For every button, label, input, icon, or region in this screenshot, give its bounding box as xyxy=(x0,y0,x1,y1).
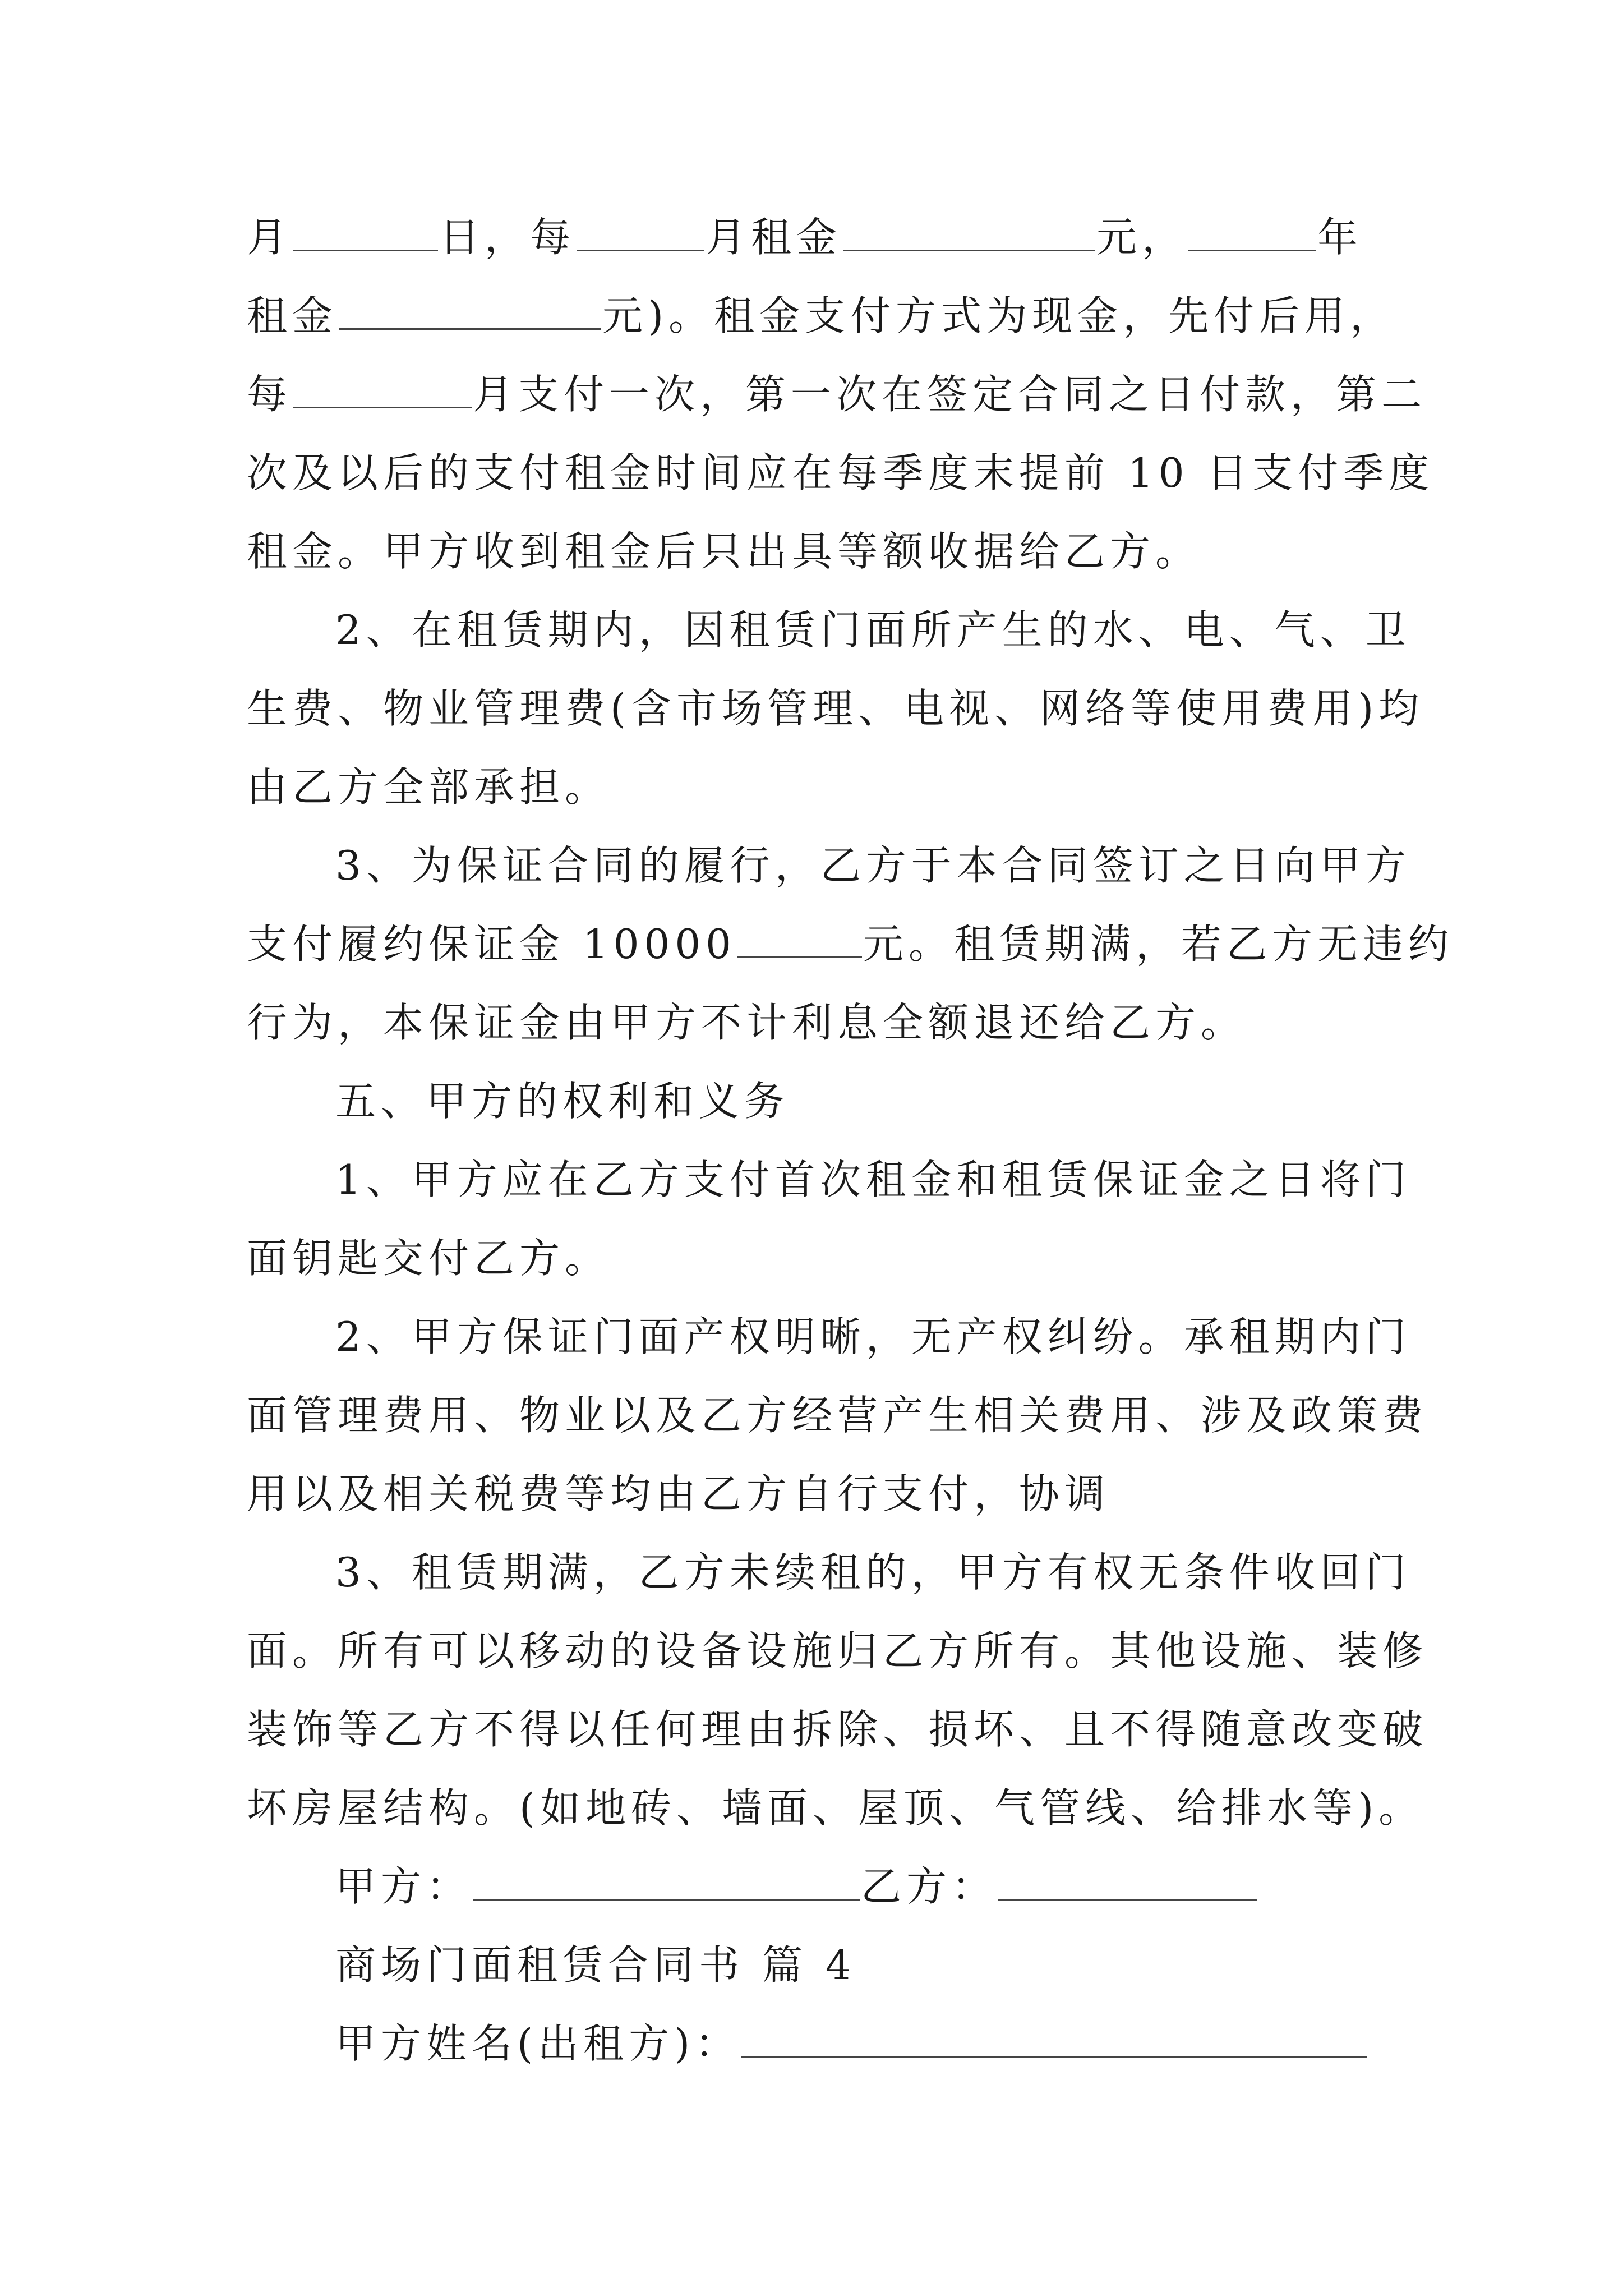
section-heading: 五、甲方的权利和义务 xyxy=(335,1078,790,1125)
text-segment: 元。租赁期满，若乙方无违约 xyxy=(863,921,1454,968)
blank-field xyxy=(293,372,472,408)
contract-title: 商场门面租赁合同书 篇 4 xyxy=(335,1941,856,1989)
paragraph-line-6: 2、在租赁期内，因租赁门面所产生的水、电、气、卫 xyxy=(335,606,1411,654)
lessor-name-blank xyxy=(741,2021,1367,2058)
paragraph-line-9: 3、为保证合同的履行，乙方于本合同签订之日向甲方 xyxy=(335,842,1411,889)
party-a-signature-blank xyxy=(473,1864,860,1901)
paragraph-line-21: 坏房屋结构。(如地砖、墙面、屋顶、气管线、给排水等)。 xyxy=(247,1784,1424,1832)
paragraph-line-15: 2、甲方保证门面产权明晰，无产权纠纷。承租期内门 xyxy=(335,1313,1411,1360)
signature-line xyxy=(335,1861,1258,1912)
paragraph-line-3 xyxy=(247,369,1427,420)
party-b-label: 乙方： xyxy=(861,1863,998,1910)
paragraph-line-18: 3、租赁期满，乙方未续租的，甲方有权无条件收回门 xyxy=(335,1549,1411,1596)
text-segment: 元)。租金支付方式为现金，先付后用， xyxy=(602,292,1396,339)
paragraph-line-10 xyxy=(247,919,1454,969)
text-segment: 月支付一次，第一次在签定合同之日付款，第二 xyxy=(473,371,1427,418)
blank-field xyxy=(737,922,862,958)
paragraph-line-16: 面管理费用、物业以及乙方经营产生相关费用、涉及政策费 xyxy=(247,1392,1428,1439)
blank-field xyxy=(1188,215,1316,251)
paragraph-line-1 xyxy=(247,212,1363,263)
blank-field xyxy=(843,215,1095,251)
paragraph-line-2 xyxy=(247,291,1395,341)
paragraph-line-20: 装饰等乙方不得以任何理由拆除、损坏、且不得随意改变破 xyxy=(247,1706,1428,1753)
blank-field xyxy=(577,215,704,251)
paragraph-line-7: 生费、物业管理费(含市场管理、电视、网络等使用费用)均 xyxy=(247,685,1424,732)
text-segment: 日，每 xyxy=(439,214,576,261)
text-segment: 每 xyxy=(247,371,293,418)
text-segment: 年 xyxy=(1317,214,1363,261)
paragraph-line-13: 1、甲方应在乙方支付首次租金和租赁保证金之日将门 xyxy=(335,1156,1411,1203)
paragraph-line-5: 租金。甲方收到租金后只出具等额收据给乙方。 xyxy=(247,528,1201,575)
paragraph-line-4: 次及以后的支付租金时间应在每季度末提前 10 日支付季度 xyxy=(247,449,1435,496)
party-a-label: 甲方： xyxy=(335,1863,472,1910)
paragraph-line-17: 用以及相关税费等均由乙方自行支付，协调 xyxy=(247,1470,1110,1517)
paragraph-line-19: 面。所有可以移动的设备设施归乙方所有。其他设施、装修 xyxy=(247,1627,1428,1674)
text-segment: 月 xyxy=(247,214,293,261)
paragraph-line-11: 行为，本保证金由甲方不计利息全额退还给乙方。 xyxy=(247,999,1247,1046)
text-segment: 租金 xyxy=(247,292,338,339)
paragraph-line-14: 面钥匙交付乙方。 xyxy=(247,1235,611,1282)
blank-field xyxy=(293,215,438,251)
text-segment: 支付履约保证金 10000 xyxy=(247,921,736,968)
lessor-name-label: 甲方姓名(出租方)： xyxy=(335,2020,741,2067)
text-segment: 元， xyxy=(1096,214,1188,261)
text-segment: 月租金 xyxy=(706,214,842,261)
party-b-signature-blank xyxy=(998,1864,1257,1901)
blank-field xyxy=(339,293,601,330)
lessor-name-line xyxy=(335,2018,1368,2069)
paragraph-line-8: 由乙方全部承担。 xyxy=(247,763,611,811)
